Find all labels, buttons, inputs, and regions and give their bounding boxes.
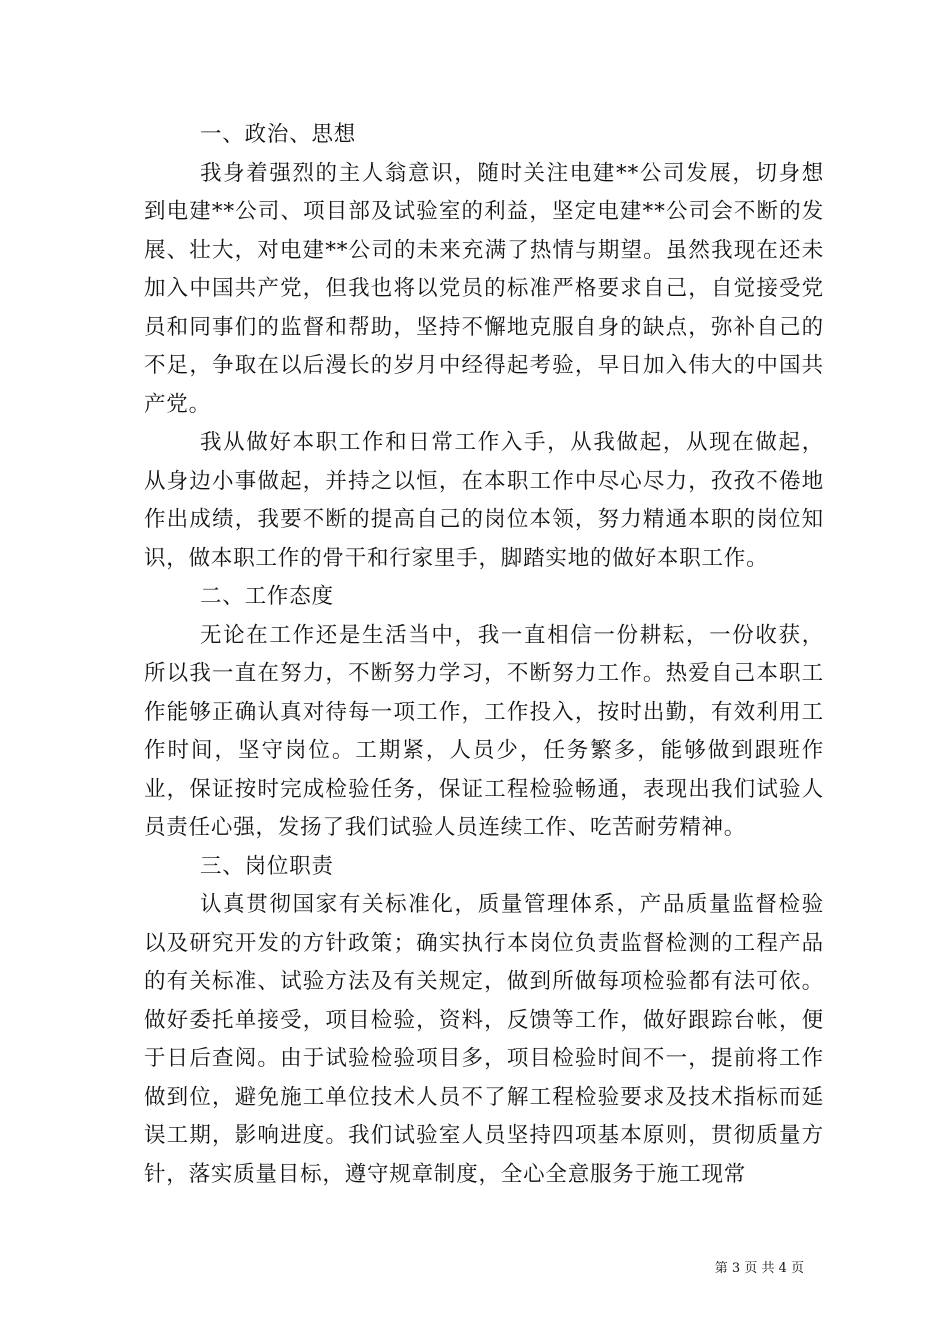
page-number-footer: 第 3 页 共 4 页 (714, 1261, 804, 1276)
section-heading-politics: 一、政治、思想 (200, 122, 357, 147)
paragraph-attitude-1: 无论在工作还是生活当中，我一直相信一份耕耘，一份收获，所以我一直在努力，不断努力学习，不断努力工作。热爱自己本职工作能够正确认真对待每一项工作，工作投入，按时出勤，有效利用工作时间，坚守岗位。工期紧，人员少，任务繁多，能够做到跟班作业，保证按时完成检验任务，保证工程检验畅通，表现出我们试验人员责任心强，发扬了我们试验人员连续工作、吃苦耐劳精神。 (144, 622, 824, 840)
section-heading-attitude: 二、工作态度 (200, 584, 334, 609)
paragraph-politics-2: 我从做好本职工作和日常工作入手，从我做起，从现在做起，从身边小事做起，并持之以恒，在本职工作中尽心尽力，孜孜不倦地作出成绩，我要不断的提高自己的岗位本领，努力精通本职的岗位知识，做本职工作的骨干和行家里手，脚踏实地的做好本职工作。 (144, 430, 824, 571)
document-body (144, 116, 824, 1194)
paragraph-politics-1: 我身着强烈的主人翁意识，随时关注电建**公司发展，切身想到电建**公司、项目部及试验室的利益，坚定电建**公司会不断的发展、壮大，对电建**公司的未来充满了热情与期望。虽然我现在还未加入中国共产党，但我也将以党员的标准严格要求自己，自觉接受党员和同事们的监督和帮助，坚持不懈地克服自身的缺点，弥补自己的不足，争取在以后漫长的岁月中经得起考验，早日加入伟大的中国共产党。 (144, 160, 824, 417)
paragraph-duties-1: 认真贯彻国家有关标准化，质量管理体系，产品质量监督检验以及研究开发的方针政策；确实执行本岗位负责监督检测的工程产品的有关标准、试验方法及有关规定，做到所做每项检验都有法可依。做好委托单接受，项目检验，资料，反馈等工作，做好跟踪台帐，便于日后查阅。由于试验检验项目多，项目检验时间不一，提前将工作做到位，避免施工单位技术人员不了解工程检验要求及技术指标而延误工期，影响进度。我们试验室人员坚持四项基本原则，贯彻质量方针，落实质量目标，遵守规章制度，全心全意服务于施工现常 (144, 892, 824, 1187)
section-heading-duties: 三、岗位职责 (200, 853, 334, 879)
